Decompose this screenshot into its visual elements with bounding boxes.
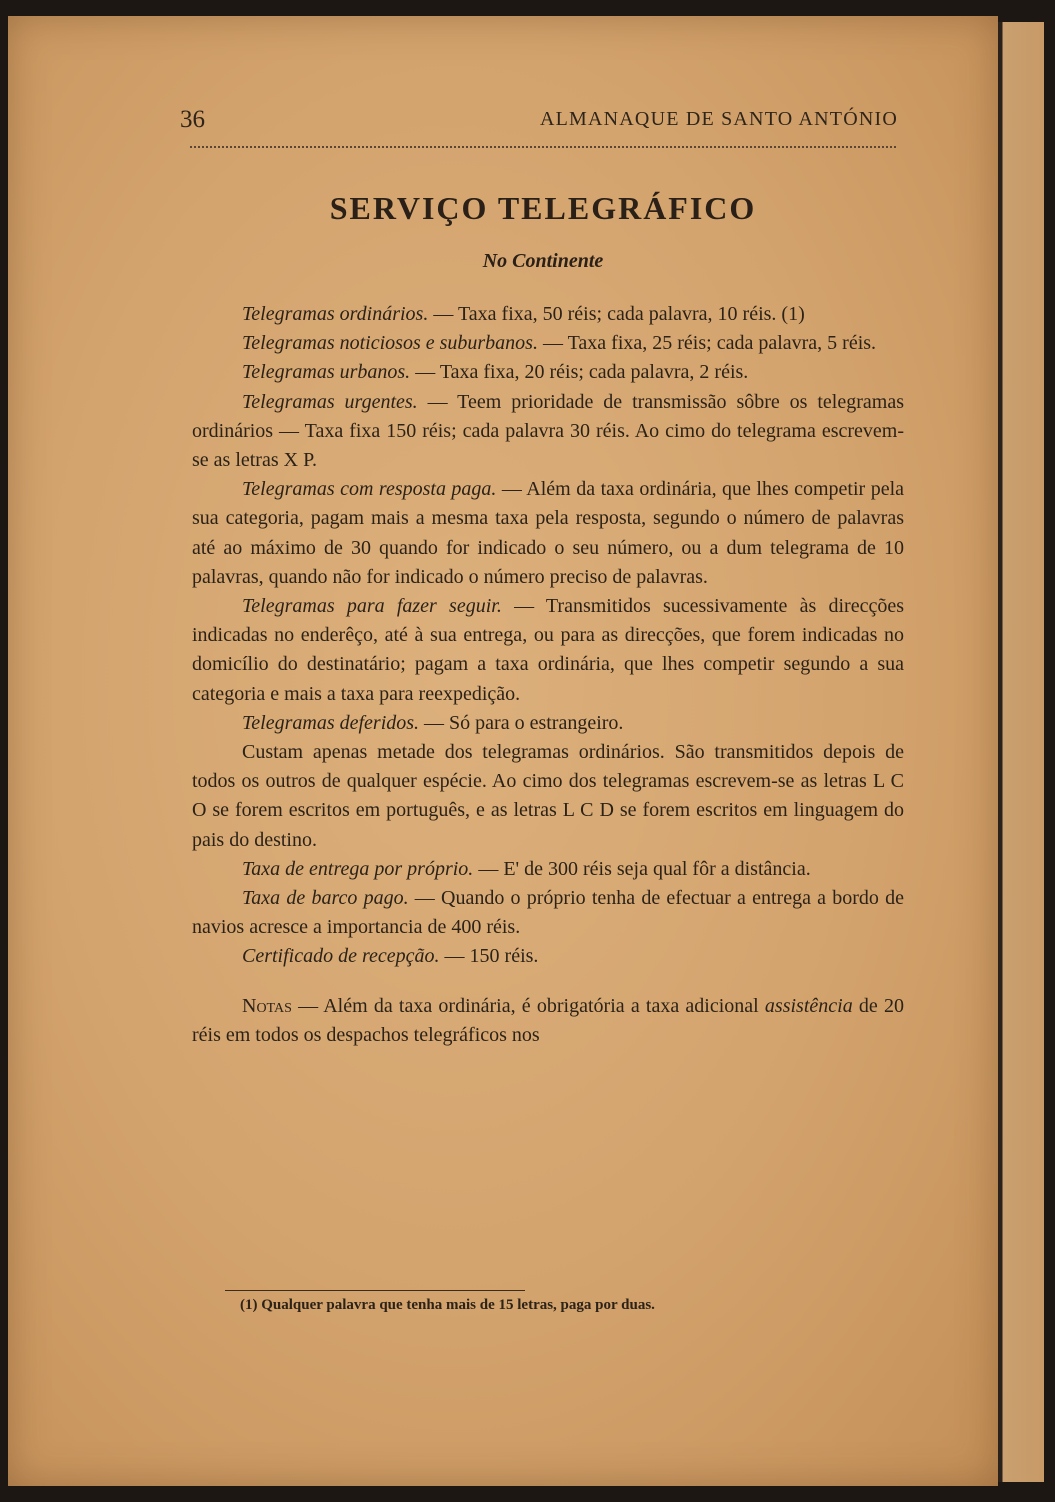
footnote: (1) Qualquer palavra que tenha mais de 15 letras, paga por duas.	[240, 1297, 655, 1313]
paragraph	[192, 855, 904, 884]
paragraph	[192, 942, 904, 971]
paragraph-term: Telegramas urgentes.	[242, 390, 418, 413]
paragraph-term: Telegramas noticiosos e suburbanos.	[242, 332, 538, 355]
paragraph	[192, 475, 904, 592]
paragraph-text: — Transmitidos sucessivamente às direcções indicadas no enderêço, até à sua entrega, ou para as direcções, que forem indicadas no domicílio do destinatário; pagam a taxa ordinária, que lhes competir segundo a sua categoria e mais a taxa para reexpedição.	[192, 595, 904, 705]
paragraph-term: Taxa de entrega por próprio.	[242, 857, 474, 880]
paragraph-text: — Só para o estrangeiro.	[419, 711, 624, 734]
paragraph-term: Telegramas ordinários.	[242, 303, 429, 325]
paragraph-text: — Taxa fixa, 50 réis; cada palavra, 10 réis. (1)	[428, 303, 805, 325]
page-header	[180, 106, 898, 142]
paragraph	[192, 709, 904, 738]
paragraph-term: Certificado de recepção.	[242, 945, 440, 968]
paragraph-term: Taxa de barco pago.	[242, 887, 409, 910]
paragraph-text: — Taxa fixa, 25 réis; cada palavra, 5 réis.	[537, 332, 877, 355]
paragraph-text: Custam apenas metade dos telegramas ordinários. São transmitidos depois de todos os outros de qualquer espécie. Ao cimo dos telegramas escrevem-se as letras L C O se forem escritos em português, e as letras L C D se forem escritos em linguagem do pais do destino.	[192, 741, 904, 851]
paragraph-text: — E' de 300 réis seja qual fôr a distância.	[473, 857, 811, 880]
paragraph	[192, 388, 904, 476]
body-text	[192, 300, 904, 1050]
paragraph	[192, 884, 904, 942]
section-title: SERVIÇO TELEGRÁFICO	[329, 190, 757, 226]
notes-text: — Além da taxa ordinária, é obrigatória a taxa adicional	[291, 994, 765, 1017]
notes-paragraph	[192, 992, 904, 1050]
notes-label: Notas	[242, 994, 292, 1017]
running-title: ALMANAQUE DE SANTO ANTÓNIO	[539, 108, 898, 130]
paragraph-term: Telegramas para fazer seguir.	[242, 595, 502, 618]
page-number: 36	[180, 106, 205, 133]
header-divider	[190, 146, 896, 148]
paragraph	[192, 738, 904, 855]
paragraph-text: — Taxa fixa, 20 réis; cada palavra, 2 réis.	[410, 361, 749, 384]
paragraph-term: Telegramas deferidos.	[242, 711, 420, 734]
paragraph-text: — Além da taxa ordinária, que lhes competir pela sua categoria, pagam mais a mesma taxa pela resposta, segundo o número de palavras até ao máximo de 30 quando for indicado o seu número, ou a dum telegrama de 10 palavras, quando não for indicado o número preciso de palavras.	[192, 478, 905, 588]
footnote-divider	[225, 1290, 525, 1291]
section-subtitle: No Continente	[482, 250, 604, 272]
paragraph	[192, 329, 904, 358]
paragraph	[192, 592, 904, 709]
paragraph-text: — Teem prioridade de transmissão sôbre os telegramas ordinários — Taxa fixa 150 réis; cada palavra 30 réis. Ao cimo do telegrama escrevem-se as letras X P.	[192, 390, 904, 472]
paragraph-text: — 150 réis.	[439, 945, 539, 968]
paragraph-term: Telegramas urbanos.	[242, 361, 411, 384]
paragraph	[192, 300, 904, 329]
paragraph-text: — Quando o próprio tenha de efectuar a entrega a bordo de navios acresce a importancia de 400 réis.	[192, 887, 904, 939]
next-page-edge	[998, 22, 1044, 1482]
notes-text-end: de 20 réis em todos os despachos telegráficos nos	[192, 994, 904, 1046]
paragraph	[192, 358, 904, 387]
notes-term: assistência	[764, 994, 853, 1017]
paragraph-term: Telegramas com resposta paga.	[242, 478, 497, 501]
